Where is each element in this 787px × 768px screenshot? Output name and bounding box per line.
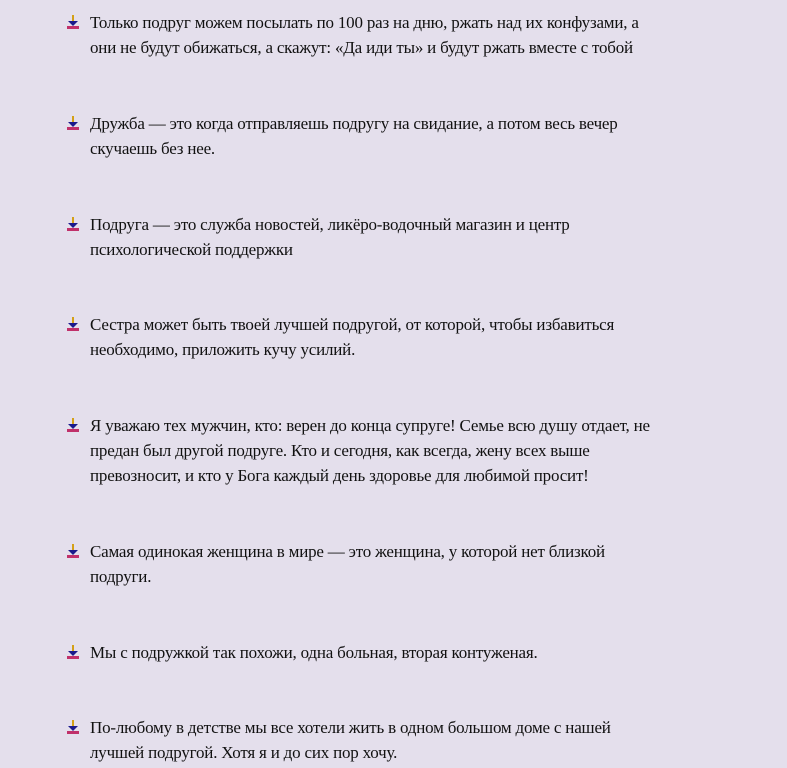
quote-text: Дружба — это когда отправляешь подругу на свидание, а потом весь вечер скучаешь без нее. bbox=[90, 114, 618, 158]
down-arrow-bullet-icon bbox=[65, 317, 81, 333]
down-arrow-bullet-icon bbox=[65, 15, 81, 31]
down-arrow-bullet-icon bbox=[65, 544, 81, 560]
quote-text: По-любому в детстве мы все хотели жить в одном большом доме с нашей лучшей подругой. Хотя я и до сих пор хочу. bbox=[90, 718, 611, 762]
quote-text: Самая одинокая женщина в мире — это женщина, у которой нет близкой подруги. bbox=[90, 542, 605, 586]
quote-text: Только подруг можем посылать по 100 раз на дню, ржать над их конфузами, а они не будут обижаться, а скажут: «Да иди ты» и будут ржать вместе с тобой bbox=[90, 13, 639, 57]
down-arrow-bullet-icon bbox=[65, 217, 81, 233]
quote-text: Мы с подружкой так похожи, одна больная, вторая контуженая. bbox=[90, 643, 538, 662]
down-arrow-bullet-icon bbox=[65, 418, 81, 434]
quote-text: Подруга — это служба новостей, ликёро-водочный магазин и центр психологической поддержки bbox=[90, 215, 570, 259]
down-arrow-bullet-icon bbox=[65, 645, 81, 661]
quote-text: Я уважаю тех мужчин, кто: верен до конца супруге! Семье всю душу отдает, не предан был другой подруге. Кто и сегодня, как всегда, жену всех выше превозносит, и кто у Бога каждый день здоровье для любимой просит! bbox=[90, 416, 650, 485]
down-arrow-bullet-icon bbox=[65, 720, 81, 736]
down-arrow-bullet-icon bbox=[65, 116, 81, 132]
quote-text: Сестра может быть твоей лучшей подругой, от которой, чтобы избавиться необходимо, приложить кучу усилий. bbox=[90, 315, 615, 359]
